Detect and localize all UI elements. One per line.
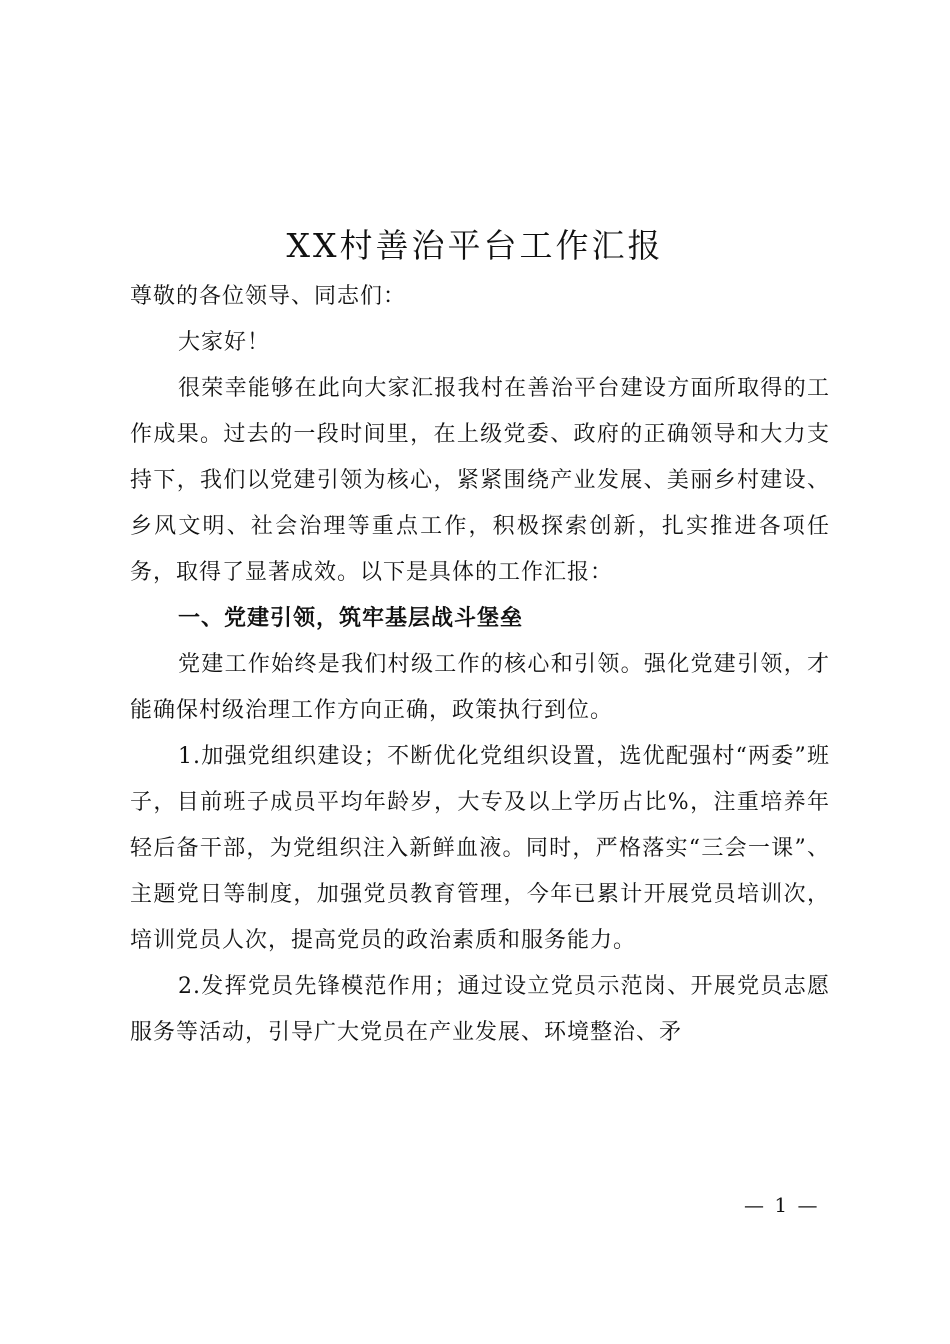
intro-paragraph: 很荣幸能够在此向大家汇报我村在善治平台建设方面所取得的工作成果。过去的一段时间里，在上级党委、政府的正确领导和大力支持下，我们以党建引领为核心，紧紧围绕产业发展、美丽乡村建设、乡风文明、社会治理等重点工作，积极探索创新，扎实推进各项任务，取得了显著成效。以下是具体的工作汇报： [130,376,830,585]
section-1-item-1: 1.加强党组织建设；不断优化党组织设置，选优配强村“两委”班子，目前班子成员平均年龄岁，大专及以上学历占比%，注重培养年轻后备干部，为党组织注入新鲜血液。同时，严格落实“三会一课”、主题党日等制度，加强党员教育管理，今年已累计开展党员培训次，培训党员人次，提高党员的政治素质和服务能力。 [130,744,830,953]
section-heading-1: 一、党建引领，筑牢基层战斗堡垒 [178,606,524,631]
section-1-item-2: 2.发挥党员先锋模范作用；通过设立党员示范岗、开展党员志愿服务等活动，引导广大党员在产业发展、环境整治、矛 [130,974,830,1045]
greeting: 大家好！ [178,330,271,355]
document-title: XX村善治平台工作汇报 [286,226,664,265]
section-1-intro: 党建工作始终是我们村级工作的核心和引领。强化党建引领，才能确保村级治理工作方向正确，政策执行到位。 [130,652,830,723]
document-body [130,274,830,1056]
page-number: — 1 — [744,1193,820,1217]
salutation: 尊敬的各位领导、同志们： [130,284,407,309]
